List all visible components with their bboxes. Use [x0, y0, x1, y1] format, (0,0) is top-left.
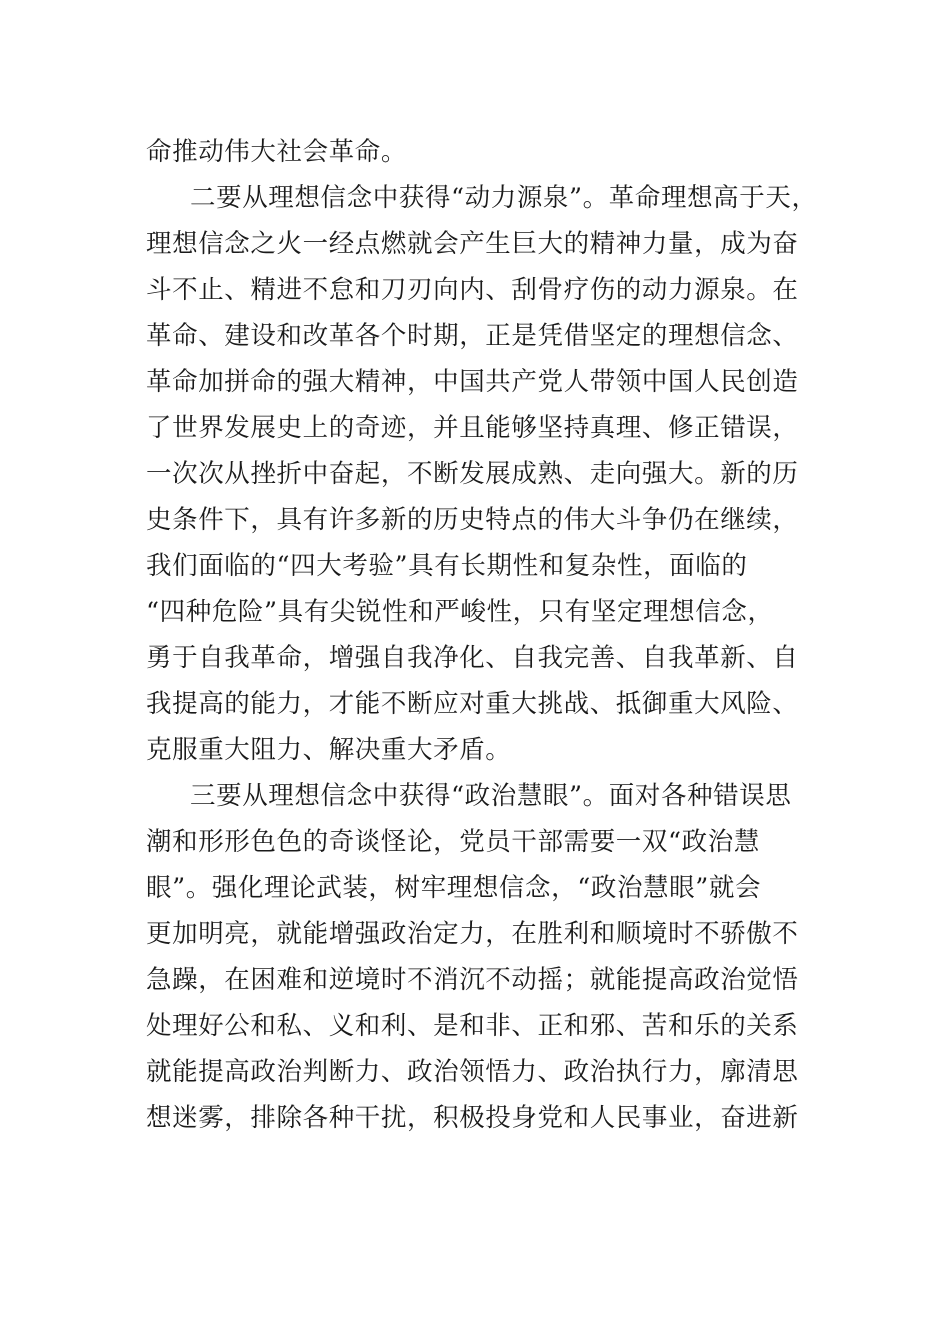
text-line: 想迷雾，排除各种干扰，积极投身党和人民事业，奋进新	[146, 1103, 799, 1133]
paragraph-start-line: 三要从理想信念中获得“政治慧眼”。面对各种错误思	[190, 781, 792, 811]
text-line: 就能提高政治判断力、政治领悟力、政治执行力，廓清思	[146, 1057, 799, 1087]
text-line: 命推动伟大社会革命。	[146, 137, 408, 167]
text-line: 眼”。强化理论武装，树牢理想信念，“政治慧眼”就会	[146, 873, 762, 903]
text-line: 勇于自我革命，增强自我净化、自我完善、自我革新、自	[146, 643, 799, 673]
text-line: 理想信念之火一经点燃就会产生巨大的精神力量，成为奋	[146, 229, 799, 259]
text-line: 革命、建设和改革各个时期，正是凭借坚定的理想信念、	[146, 321, 799, 351]
text-line: 急躁，在困难和逆境时不消沉不动摇；就能提高政治觉悟	[146, 965, 799, 995]
text-line: 一次次从挫折中奋起，不断发展成熟、走向强大。新的历	[146, 459, 799, 489]
text-line: 我们面临的“四大考验”具有长期性和复杂性，面临的	[146, 551, 748, 581]
body-text	[146, 129, 816, 1141]
text-line: 我提高的能力，才能不断应对重大挑战、抵御重大风险、	[146, 689, 799, 719]
text-line: 史条件下，具有许多新的历史特点的伟大斗争仍在继续，	[146, 505, 799, 535]
paragraph-start-line: 二要从理想信念中获得“动力源泉”。革命理想高于天，	[190, 183, 818, 213]
text-line: 处理好公和私、义和利、是和非、正和邪、苦和乐的关系	[146, 1011, 799, 1041]
text-line: “四种危险”具有尖锐性和严峻性，只有坚定理想信念，	[146, 597, 774, 627]
text-line: 潮和形形色色的奇谈怪论，党员干部需要一双“政治慧	[146, 827, 760, 857]
text-line: 克服重大阻力、解决重大矛盾。	[146, 735, 512, 765]
text-line: 了世界发展史上的奇迹，并且能够坚持真理、修正错误，	[146, 413, 799, 443]
text-line: 斗不止、精进不怠和刀刃向内、刮骨疗伤的动力源泉。在	[146, 275, 799, 305]
text-line: 革命加拼命的强大精神，中国共产党人带领中国人民创造	[146, 367, 799, 397]
text-line: 更加明亮，就能增强政治定力，在胜利和顺境时不骄傲不	[146, 919, 799, 949]
